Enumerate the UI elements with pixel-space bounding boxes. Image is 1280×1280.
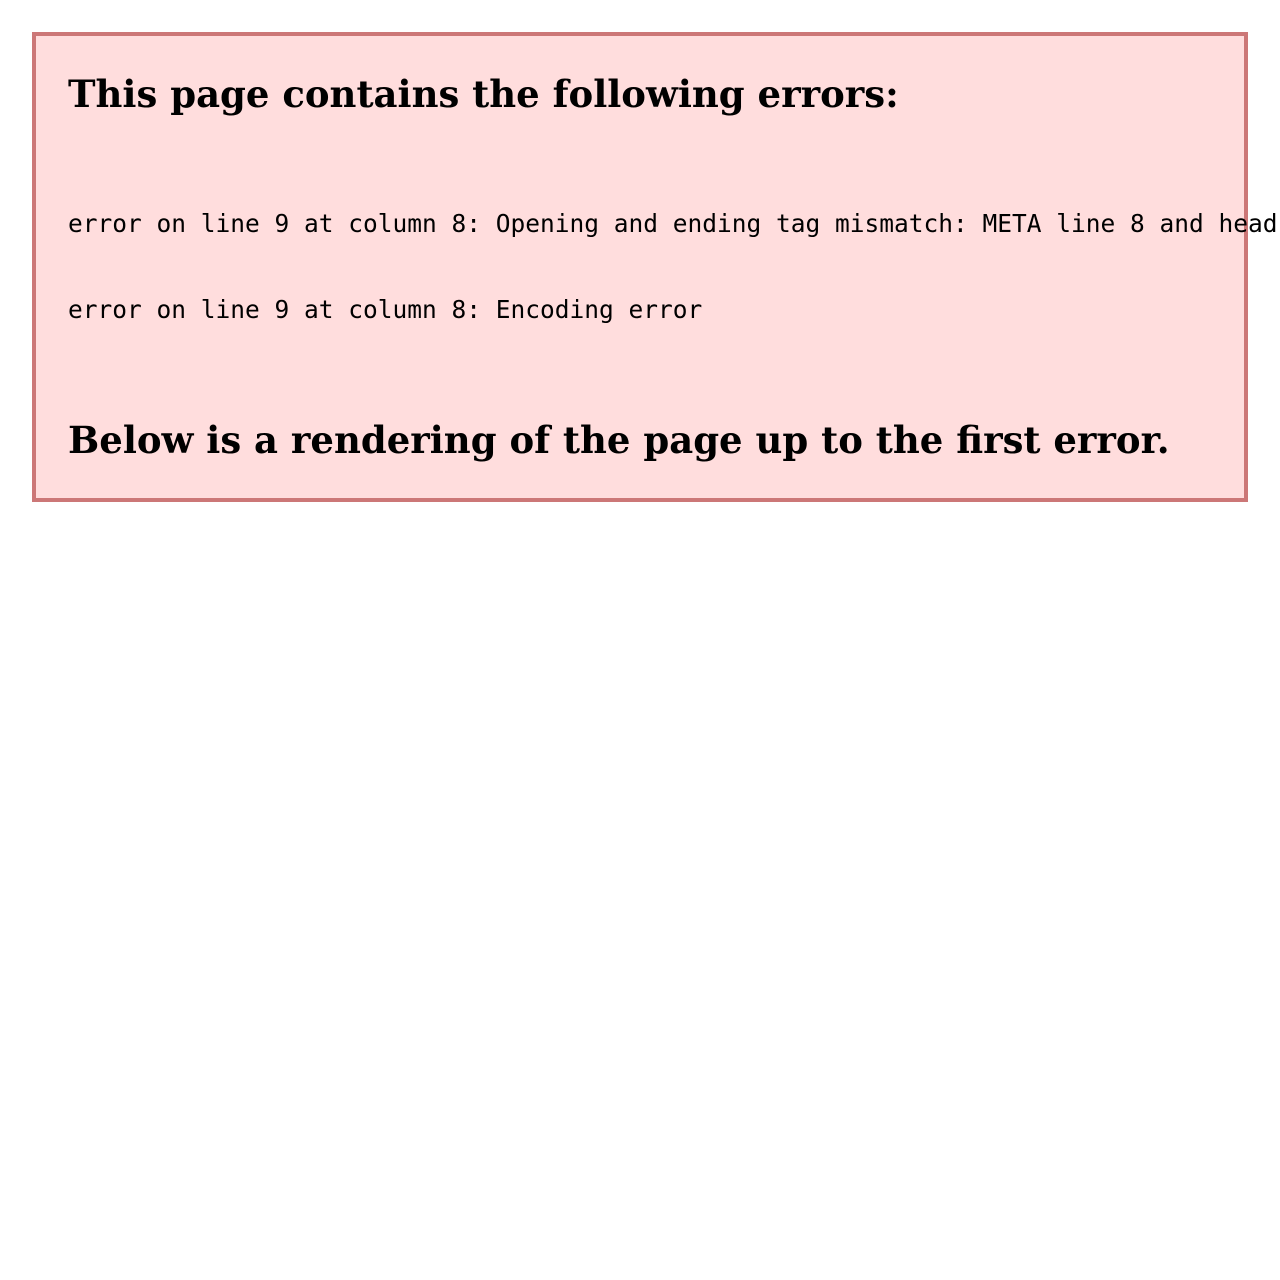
error-message-line: error on line 9 at column 8: Opening and ending tag mismatch: META line 8 and head	[68, 208, 1278, 238]
error-message-line: error on line 9 at column 8: Encoding error	[68, 294, 703, 324]
error-box-bottom-heading: Below is a rendering of the page up to the first error.	[68, 417, 1170, 462]
xml-parse-error-box	[32, 32, 1278, 502]
error-message-list	[68, 153, 1278, 382]
error-box-top-heading: This page contains the following errors:	[68, 72, 899, 116]
